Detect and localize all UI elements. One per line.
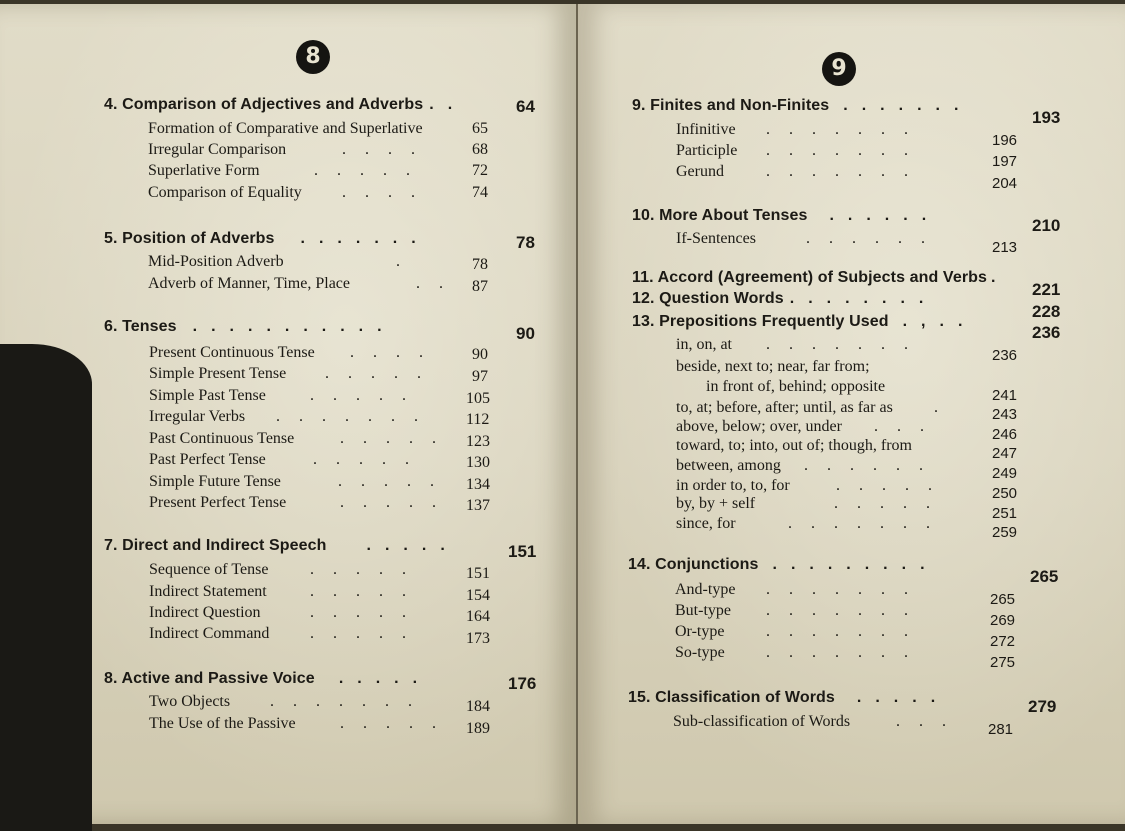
toc-item: Indirect Statement (149, 583, 267, 600)
toc-item-page: 74 (472, 184, 488, 201)
toc-item-page: 65 (472, 120, 488, 137)
toc-item-page: 269 (990, 612, 1016, 629)
chapter-page: 64 (516, 97, 535, 116)
toc-item: The Use of the Passive (149, 715, 296, 732)
toc-item: Two Objects (149, 693, 231, 710)
chapter-page: 151 (508, 542, 537, 561)
chapter-page: 78 (516, 233, 535, 252)
toc-item-page: 251 (992, 505, 1018, 522)
toc-item-page: 281 (988, 721, 1014, 738)
chapter-title: 4. Comparison of Adjectives and Adverbs .. (104, 96, 467, 113)
toc-item-page: 90 (472, 346, 488, 363)
toc-item-page: 247 (992, 445, 1018, 462)
toc-item: in order to, to, for (676, 477, 790, 494)
toc-item-page: 184 (466, 698, 490, 715)
toc-item: Gerund (676, 163, 724, 180)
toc-item: Irregular Verbs (149, 408, 246, 425)
chapter-title: 7. Direct and Indirect Speech ..... (104, 537, 459, 554)
toc-item: Simple Present Tense (149, 365, 287, 382)
toc-item-page: 250 (992, 485, 1018, 502)
toc-item-page: 236 (992, 347, 1018, 364)
toc-item-page: 259 (992, 524, 1018, 541)
toc-item-page: 123 (466, 433, 490, 450)
toc-item: Simple Future Tense (149, 473, 281, 490)
toc-item-page: 112 (466, 411, 490, 428)
toc-item: Superlative Form (148, 162, 260, 179)
toc-item-page: 275 (990, 654, 1016, 671)
toc-item-page: 105 (466, 390, 490, 407)
toc-item-page: 204 (992, 175, 1018, 192)
toc-item: in, on, at (676, 336, 732, 353)
chapter-title: 5. Position of Adverbs ....... (104, 230, 430, 247)
chapter-page: 279 (1028, 697, 1057, 716)
toc-item-page: 213 (992, 239, 1018, 256)
toc-item: Mid-Position Adverb (148, 253, 284, 270)
toc-item: Present Perfect Tense (149, 494, 287, 511)
toc-item: Adverb of Manner, Time, Place (148, 275, 350, 292)
toc-item-page: 189 (466, 720, 490, 737)
chapter-title: 15. Classification of Words ..... (628, 689, 950, 706)
toc-item: Simple Past Tense (149, 387, 266, 404)
toc-item: Present Continuous Tense (149, 344, 315, 361)
toc-item: And-type (675, 581, 736, 598)
page-number-badge: 9 (822, 52, 856, 86)
toc-item: by, by + self (676, 495, 756, 512)
toc-item-page: 68 (472, 141, 488, 158)
chapter-page: 210 (1032, 216, 1061, 235)
toc-item: Or-type (675, 623, 725, 640)
chapter-title: 12. Question Words ........ (632, 290, 938, 307)
toc-item-page: 78 (472, 256, 488, 273)
toc-item-page: 173 (466, 630, 490, 647)
toc-item-page: 265 (990, 591, 1016, 608)
toc-item-page: 151 (466, 565, 490, 582)
chapter-title: 8. Active and Passive Voice ..... (104, 670, 432, 687)
toc-item: Indirect Command (149, 625, 270, 642)
toc-item-page: 241 (992, 387, 1018, 404)
toc-item-page: 164 (466, 608, 490, 625)
toc-item: Indirect Question (149, 604, 261, 621)
chapter-page: 193 (1032, 108, 1061, 127)
toc-item-page: 243 (992, 406, 1018, 423)
chapter-title: 6. Tenses ........... (104, 318, 396, 335)
toc-item-page: 134 (466, 476, 490, 493)
toc-item: above, below; over, under (676, 418, 842, 435)
toc-item-page: 97 (472, 368, 488, 385)
toc-item: Sequence of Tense (149, 561, 269, 578)
toc-item-page: 196 (992, 132, 1018, 149)
toc-item: Participle (676, 142, 738, 159)
toc-item: since, for (676, 515, 736, 532)
toc-item: in front of, behind; opposite (706, 378, 886, 395)
chapter-title: 14. Conjunctions ......... (628, 556, 939, 573)
toc-item-page: 197 (992, 153, 1018, 170)
toc-item: to, at; before, after; until, as far as (676, 399, 893, 416)
toc-item: toward, to; into, out of; though, from (676, 437, 912, 454)
toc-item: between, among (676, 457, 781, 474)
toc-item-page: 154 (466, 587, 490, 604)
chapter-page: 228 (1032, 302, 1061, 321)
toc-item: Past Perfect Tense (149, 451, 266, 468)
chapter-title: 10. More About Tenses ...... (632, 207, 941, 224)
toc-item-page: 249 (992, 465, 1018, 482)
toc-item: Comparison of Equality (148, 184, 302, 201)
toc-item: Sub-classification of Words (673, 713, 851, 730)
toc-item-page: 272 (990, 633, 1016, 650)
toc-item: beside, next to; near, far from; (676, 358, 870, 375)
chapter-page: 265 (1030, 567, 1059, 586)
chapter-page: 176 (508, 674, 537, 693)
chapter-title: 9. Finites and Non-Finites ....... (632, 97, 973, 114)
chapter-page: 221 (1032, 280, 1061, 299)
toc-item: Past Continuous Tense (149, 430, 295, 447)
right-page: 9 9. Finites and Non-Finites ....... 193 Infinitive ....... 196 Participle ....... 197 Gerund ....... 204 10. More About Tenses ...... 210 If-Sentences ...... 213 11. Accord (Agreement) of Subjects and Verbs . 221 12. Question Words ........ 228 13. Prepositions Frequently Used .,.. 236 in, on, at ....... 236 beside, next to; near, far from; in front of, behind; opposite 241 to, at; before, after; until, as far as . 243 above, below; over, under ... 246 toward, to; into, out of; though, from 247 between, among ...... 249 in order to, to, for ..... 250 by, by + self ..... 251 since, for ....... 259 14. Conjunctions ......... 265 And-type ....... 265 But-type ....... 269 Or-type ....... 272 So-type ....... 275 15. Classification of Words ..... 279 Sub-classification of Words ... 281 (578, 4, 1125, 824)
chapter-title: 11. Accord (Agreement) of Subjects and Verbs . (632, 269, 1010, 286)
toc-item: Formation of Comparative and Superlative (148, 120, 423, 137)
toc-item-page: 87 (472, 278, 488, 295)
toc-item-page: 137 (466, 497, 490, 514)
toc-item-page: 72 (472, 162, 488, 179)
left-page: 8 4. Comparison of Adjectives and Adverbs .. 64 Formation of Comparative and Superlative 65 Irregular Comparison .... 68 Superlative Form ..... 72 Comparison of Equality .... 74 5. Position of Adverbs ....... 78 Mid-Position Adverb . 78 Adverb of Manner, Time, Place .. 87 6. Tenses ........... 90 Present Continuous Tense .... 90 Simple Present Tense ..... 97 Simple Past Tense ..... 105 Irregular Verbs ....... 112 Past Continuous Tense ..... 123 Past Perfect Tense ..... 130 Simple Future Tense ..... 134 Present Perfect Tense ..... 137 7. Direct and Indirect Speech ..... 151 Sequence of Tense ..... 151 Indirect Statement ..... 154 Indirect Question ..... 164 Indirect Command ..... 173 8. Active and Passive Voice ..... 176 Two Objects ....... 184 The Use of the Passive ..... 189 (0, 4, 578, 824)
chapter-page: 90 (516, 324, 535, 343)
page-number-badge: 8 (296, 40, 330, 74)
chapter-title: 13. Prepositions Frequently Used .,.. (632, 313, 977, 330)
toc-item: Irregular Comparison (148, 141, 287, 158)
toc-item: Infinitive (676, 121, 736, 138)
toc-item: So-type (675, 644, 725, 661)
toc-item-page: 246 (992, 426, 1018, 443)
toc-item: If-Sentences (676, 230, 756, 247)
toc-item-page: 130 (466, 454, 490, 471)
hand-shadow (0, 344, 92, 831)
chapter-page: 236 (1032, 323, 1061, 342)
toc-item: But-type (675, 602, 731, 619)
